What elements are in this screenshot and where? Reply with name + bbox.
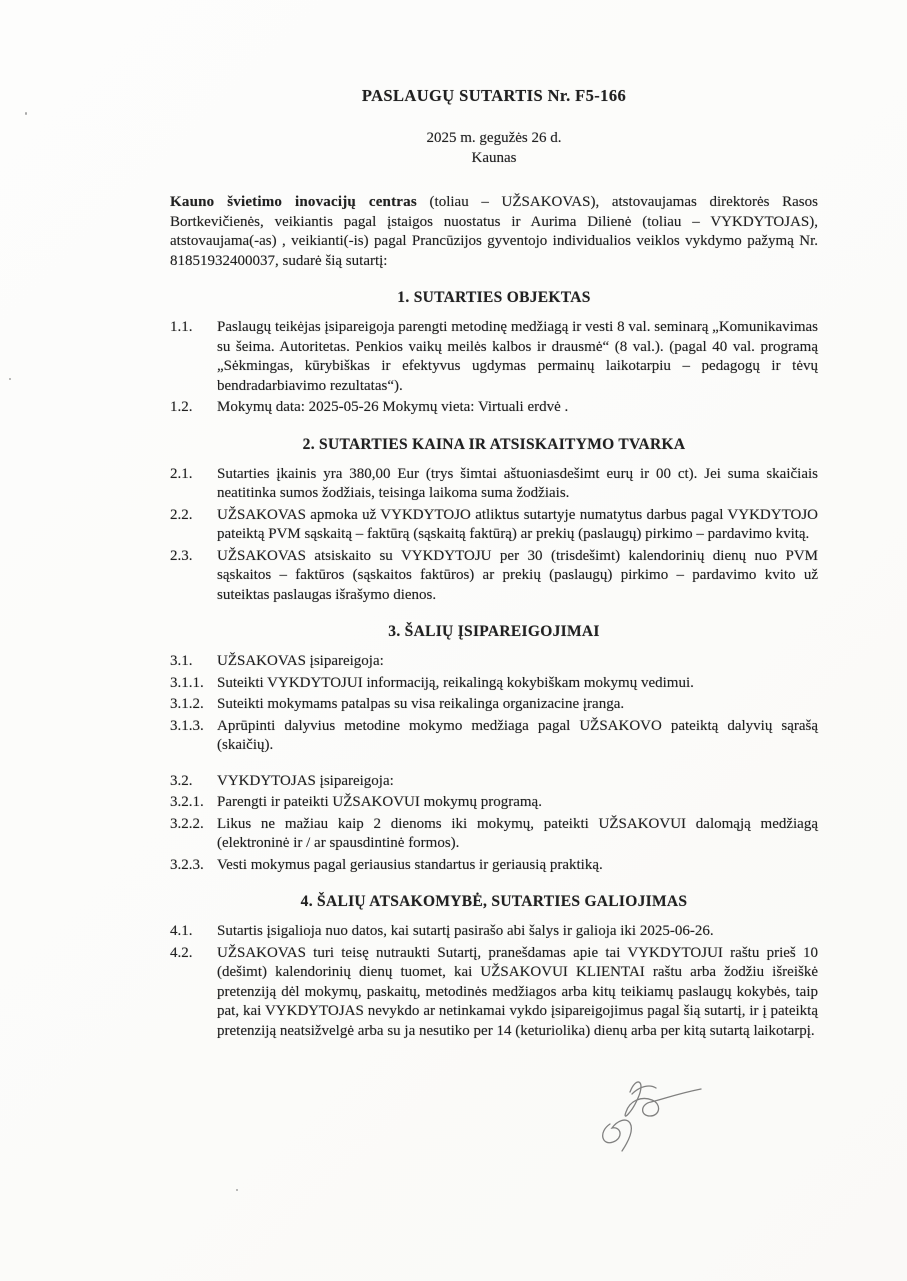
document-city: Kaunas	[471, 150, 517, 166]
clause-text: Aprūpinti dalyvius metodine mokymo medžiaga pagal UŽSAKOVO pateiktą dalyvių sąrašą (skaičių).	[217, 717, 818, 753]
contract-clause	[170, 793, 818, 813]
clause-number: 3.1.	[170, 653, 193, 669]
clause-number: 3.1.1.	[170, 674, 204, 691]
clause-text: Sutarties įkainis yra 380,00 Eur (trys šimtai aštuoniasdešimt eurų ir 00 ct). Jei suma skaičiais neatitinka sumos žodžiais, teisinga laikoma suma žodžiais.	[217, 465, 818, 501]
clause-number: 3.1.2.	[170, 696, 204, 712]
clause-text: UŽSAKOVAS įsipareigoja:	[217, 653, 384, 669]
clause-text: VYKDYTOJAS įsipareigoja:	[217, 772, 394, 789]
contracting-authority-name: Kauno švietimo inovacijų centras	[170, 194, 417, 210]
clause-number: 3.2.1.	[170, 794, 204, 810]
clause-number: 4.2.	[170, 944, 193, 961]
clause-number: 3.2.2.	[170, 815, 204, 832]
contract-clause	[170, 717, 818, 756]
clause-text: UŽSAKOVAS turi teisę nutraukti Sutartį, pranešdamas apie tai VYKDYTOJUI raštu prieš 10 (dešimt) kalendorinių dienų tuomet, kai UŽSAKOVUI KLIENTAI raštu arba žodžiu išreiškė pretenziją dėl mokymų, paskaitų, metodinės medžiagos arba kitų teikiamų paslaugų kokybės, taip pat, kai VYKDYTOJAS nevykdo ar netinkamai vykdo įsipareigojimus pagal šią sutartį, ir į pateiktą pretenziją neatsižvelgė arba su ja nesutiko per 14 (keturiolika) dienų arba per kitą sutartą laikotarpį.	[217, 944, 818, 1039]
clause-number: 3.1.3.	[170, 717, 204, 734]
clause-text: UŽSAKOVAS apmoka už VYKDYTOJO atliktus sutartyje numatytus darbus pagal VYKDYTOJO pateiktą PVM sąskaitą – faktūrą (sąskaitą faktūrą) ar prekių (paslaugų) pirkimo – pardavimo kvitą.	[217, 506, 818, 542]
document-date: 2025 m. gegužės 26 d.	[426, 130, 562, 146]
clause-number: 1.2.	[170, 399, 193, 415]
clause-text: Likus ne mažiau kaip 2 dienoms iki mokymų, pateikti UŽSAKOVUI dalomąją medžiagą (elektroninė ir / ar spausdintinė formos).	[217, 815, 818, 851]
clause-text: Suteikti mokymams patalpas su visa reikalinga organizacine įranga.	[217, 696, 625, 712]
signature-scribble-icon	[596, 1072, 716, 1157]
clause-number: 3.2.	[170, 772, 193, 789]
clause-text: Sutartis įsigalioja nuo datos, kai sutartį pasirašo abi šalys ir galioja iki 2025-06-26.	[217, 923, 714, 939]
contract-clause	[170, 547, 818, 606]
clause-number: 2.1.	[170, 465, 193, 482]
clause-text: Mokymų data: 2025-05-26 Mokymų vieta: Virtuali erdvė .	[217, 399, 569, 415]
section-heading-4: 4. ŠALIŲ ATSAKOMYBĖ, SUTARTIES GALIOJIMAS	[300, 893, 688, 910]
document-body	[170, 86, 818, 1043]
scan-speck	[25, 112, 27, 115]
clause-number: 2.2.	[170, 506, 193, 523]
clause-text: Paslaugų teikėjas įsipareigoja parengti metodinę medžiagą ir vesti 8 val. seminarą „Komunikavimas su šeima. Autoritetas. Penkios vaikų meilės kalbos ir drausmė“ (8 val.). (pagal 40 val. programą „Sėkmingas, kūrybiškas ir efektyvus ugdymas permainų laikotarpiu – pedagogų ir tėvų bendradarbiavimo rezultatas“).	[217, 319, 818, 394]
clause-text: UŽSAKOVAS atsiskaito su VYKDYTOJU per 30 (trisdešimt) kalendorinių dienų nuo PVM sąskaitos – faktūros (sąskaitos faktūros) ar prekių (paslaugų) pirkimo – pardavimo kvito už suteiktas paslaugas išrašymo dienos.	[217, 547, 818, 603]
clause-number: 4.1.	[170, 923, 193, 939]
section-heading-2: 2. SUTARTIES KAINA IR ATSISKAITYMO TVARKA	[302, 435, 686, 453]
contract-clause	[170, 318, 818, 396]
contract-clause	[170, 398, 818, 418]
clause-text: Vesti mokymus pagal geriausius standartus ir geriausią praktiką.	[217, 856, 603, 873]
section-heading-3: 3. ŠALIŲ ĮSIPAREIGOJIMAI	[388, 623, 600, 640]
scan-speck	[236, 1189, 238, 1191]
intro-text: (toliau – UŽSAKOVAS), atstovaujamas direktorės Rasos Bortkevičienės, veikiantis pagal įstaigos nuostatus ir Aurima Dilienė (toliau – VYKDYTOJAS), atstovaujama(-as) , veikianti(-is) pagal Prancūzijos gyventojo individualios veiklos vykdymo pažymą Nr. 81851932400037, sudarė šią sutartį:	[170, 194, 818, 269]
clause-number: 3.2.3.	[170, 856, 204, 873]
contract-clause	[170, 856, 818, 876]
clause-number: 2.3.	[170, 547, 193, 564]
intro-paragraph	[170, 193, 818, 271]
contract-clause	[170, 674, 818, 694]
contract-clause	[170, 922, 818, 942]
contract-clause	[170, 506, 818, 545]
contract-clause	[170, 772, 818, 792]
contract-clause	[170, 815, 818, 854]
contract-clause	[170, 944, 818, 1042]
document-title: PASLAUGŲ SUTARTIS Nr. F5-166	[361, 86, 627, 105]
clause-number: 1.1.	[170, 319, 193, 335]
section-heading-1: 1. SUTARTIES OBJEKTAS	[397, 289, 591, 306]
contract-clause	[170, 695, 818, 715]
contract-clause	[170, 465, 818, 504]
scan-speck	[9, 378, 11, 380]
contract-clause	[170, 652, 818, 672]
clause-text: Parengti ir pateikti UŽSAKOVUI mokymų programą.	[217, 794, 542, 810]
clause-text: Suteikti VYKDYTOJUI informaciją, reikalingą kokybiškam mokymų vedimui.	[217, 674, 694, 691]
